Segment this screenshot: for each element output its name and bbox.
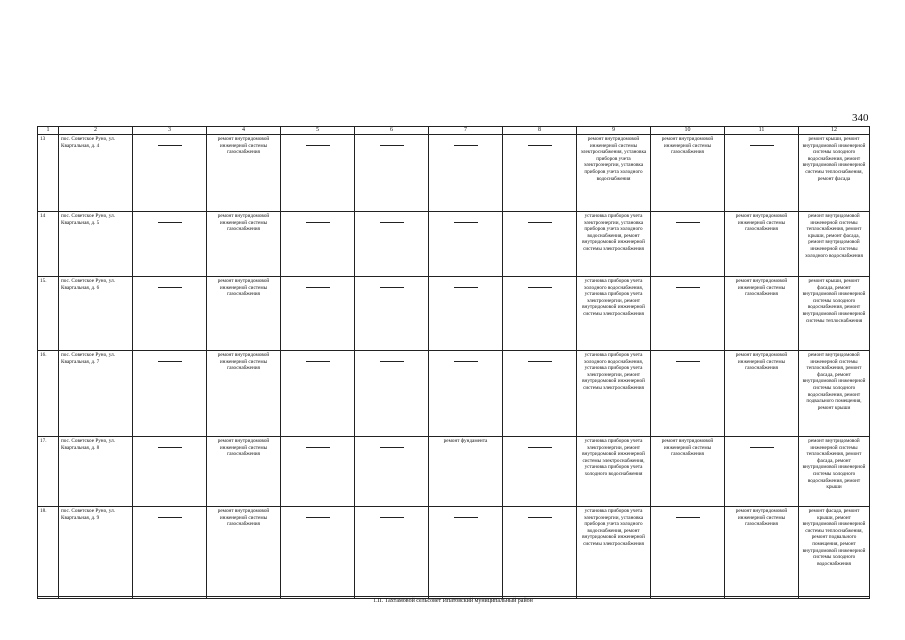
col4-cell: ремонт внутридомовой инженерной системы газоснабжения <box>207 437 281 507</box>
dash-mark <box>505 136 574 149</box>
dash-mark <box>357 136 426 149</box>
col6-empty <box>355 507 429 599</box>
col9-cell: установка приборов учета электроэнергии, установка приборов учета холодного водоснабжения, ремонт внутридомовой инженерной системы электроснабжения <box>577 212 651 277</box>
col3-empty <box>133 437 207 507</box>
column-header: 2 <box>59 127 133 135</box>
dash-mark <box>357 213 426 226</box>
dash-mark <box>505 278 574 291</box>
dash-mark <box>653 352 722 365</box>
col5-empty <box>281 507 355 599</box>
column-header: 3 <box>133 127 207 135</box>
column-header: 8 <box>503 127 577 135</box>
col5-empty <box>281 437 355 507</box>
col5-empty <box>281 135 355 212</box>
column-header: 4 <box>207 127 281 135</box>
dash-mark <box>431 278 500 291</box>
dash-mark <box>283 213 352 226</box>
dash-mark <box>431 213 500 226</box>
col4-cell: ремонт внутридомовой инженерной системы газоснабжения <box>207 351 281 437</box>
work-plan-table <box>37 126 870 599</box>
col11-cell: ремонт внутридомовой инженерной системы газоснабжения <box>725 507 799 599</box>
col8-empty <box>503 351 577 437</box>
col10-empty <box>651 351 725 437</box>
column-header: 12 <box>799 127 870 135</box>
col6-empty <box>355 437 429 507</box>
column-header: 6 <box>355 127 429 135</box>
dash-mark <box>135 136 204 149</box>
dash-mark <box>135 352 204 365</box>
dash-mark <box>727 438 796 451</box>
table-row <box>38 507 870 599</box>
table-body <box>38 135 870 599</box>
col12-cell: ремонт внутридомовой инженерной системы теплоснабжения, ремонт крыши, ремонт фасада, ремонт внутридомовой инженерной системы холодного водоснабжения <box>799 212 870 277</box>
column-header: 1 <box>38 127 59 135</box>
address-cell: пос. Советское Руно, ул. Квартальная, д. 9 <box>59 507 133 599</box>
dash-mark <box>357 438 426 451</box>
dash-mark <box>431 136 500 149</box>
col9-cell: установка приборов учета холодного водоснабжения, установка приборов учета электроэнергии, ремонт внутридомовой инженерной системы электроснабжения <box>577 277 651 351</box>
dash-mark <box>135 278 204 291</box>
col7-empty <box>429 212 503 277</box>
col7-empty <box>429 351 503 437</box>
dash-mark <box>283 438 352 451</box>
row-number: 14 <box>38 212 59 277</box>
col3-empty <box>133 351 207 437</box>
dash-mark <box>505 438 574 451</box>
dash-mark <box>357 278 426 291</box>
col4-cell: ремонт внутридомовой инженерной системы газоснабжения <box>207 507 281 599</box>
dash-mark <box>653 278 722 291</box>
col5-empty <box>281 351 355 437</box>
col11-cell: ремонт внутридомовой инженерной системы газоснабжения <box>725 351 799 437</box>
row-number: 16. <box>38 351 59 437</box>
col8-empty <box>503 135 577 212</box>
col3-empty <box>133 212 207 277</box>
dash-mark <box>357 352 426 365</box>
col8-empty <box>503 277 577 351</box>
col10-empty <box>651 212 725 277</box>
dash-mark <box>505 213 574 226</box>
col11-cell: ремонт внутридомовой инженерной системы газоснабжения <box>725 212 799 277</box>
col5-empty <box>281 277 355 351</box>
page-number: 340 <box>852 112 869 124</box>
table-row <box>38 351 870 437</box>
col8-empty <box>503 212 577 277</box>
col7-empty <box>429 135 503 212</box>
col12-cell: ремонт внутридомовой инженерной системы теплоснабжения, ремонт фасада, ремонт внутридомовой инженерной системы холодного водоснабжения, ремонт крыши <box>799 437 870 507</box>
dash-mark <box>431 352 500 365</box>
address-cell: пос. Советское Руно, ул. Квартальная, д. 7 <box>59 351 133 437</box>
col4-cell: ремонт внутридомовой инженерной системы газоснабжения <box>207 135 281 212</box>
col10-cell: ремонт внутридомовой инженерной системы газоснабжения <box>651 135 725 212</box>
col12-cell: ремонт внутридомовой инженерной системы теплоснабжения, ремонт фасада, ремонт внутридомовой инженерной системы холодного водоснабжения, ремонт подвального помещения, ремонт крыши <box>799 351 870 437</box>
dash-mark <box>653 508 722 521</box>
col12-cell: ремонт крыши, ремонт внутридомовой инженерной системы холодного водоснабжения, ремонт внутридомовой инженерной системы теплоснабжения, ремонт фасада <box>799 135 870 212</box>
col6-empty <box>355 277 429 351</box>
address-cell: пос. Советское Руно, ул. Квартальная, д. 5 <box>59 212 133 277</box>
col9-cell: ремонт внутридомовой инженерной системы электроснабжения, установка приборов учета электроэнергии, установка приборов учета холодного водоснабжения <box>577 135 651 212</box>
col11-cell: ремонт внутридомовой инженерной системы газоснабжения <box>725 277 799 351</box>
col6-empty <box>355 135 429 212</box>
table-row <box>38 135 870 212</box>
table-row <box>38 437 870 507</box>
col12-cell: ремонт фасада, ремонт крыши, ремонт внутридомовой инженерной системы теплоснабжения, ремонт подвального помещения, ремонт внутридомовой инженерной системы холодного водоснабжения <box>799 507 870 599</box>
dash-mark <box>283 508 352 521</box>
col10-empty <box>651 277 725 351</box>
column-header: 5 <box>281 127 355 135</box>
dash-mark <box>505 508 574 521</box>
dash-mark <box>135 508 204 521</box>
col4-cell: ремонт внутридомовой инженерной системы газоснабжения <box>207 277 281 351</box>
col3-empty <box>133 135 207 212</box>
column-header: 10 <box>651 127 725 135</box>
col8-empty <box>503 507 577 599</box>
col7-empty <box>429 277 503 351</box>
col12-cell: ремонт крыши, ремонт фасада, ремонт внутридомовой инженерной системы холодного водоснабжения, ремонт внутридомовой инженерной системы теплоснабжения <box>799 277 870 351</box>
dash-mark <box>505 352 574 365</box>
address-cell: пос. Советское Руно, ул. Квартальная, д. 4 <box>59 135 133 212</box>
col11-empty <box>725 437 799 507</box>
col3-empty <box>133 277 207 351</box>
col7-cell: ремонт фундамента <box>429 437 503 507</box>
dash-mark <box>135 213 204 226</box>
dash-mark <box>653 213 722 226</box>
col9-cell: установка приборов учета холодного водоснабжения, установка приборов учета электроэнергии, ремонт внутридомовой инженерной системы электроснабжения <box>577 351 651 437</box>
col3-empty <box>133 507 207 599</box>
row-number: 13 <box>38 135 59 212</box>
row-number: 18. <box>38 507 59 599</box>
col6-empty <box>355 212 429 277</box>
col5-empty <box>281 212 355 277</box>
column-header: 11 <box>725 127 799 135</box>
col7-empty <box>429 507 503 599</box>
address-cell: пос. Советское Руно, ул. Квартальная, д. 8 <box>59 437 133 507</box>
dash-mark <box>283 352 352 365</box>
column-header: 7 <box>429 127 503 135</box>
table-row <box>38 277 870 351</box>
dash-mark <box>135 438 204 451</box>
col9-cell: установка приборов учета электроэнергии, установка приборов учета холодного водоснабжения, ремонт внутридомовой инженерной системы электроснабжения <box>577 507 651 599</box>
table-row <box>38 212 870 277</box>
col11-empty <box>725 135 799 212</box>
col10-cell: ремонт внутридомовой инженерной системы газоснабжения <box>651 437 725 507</box>
row-number: 17. <box>38 437 59 507</box>
footer-caption: 1.II. Тахтамовой сельсовет Ипатовский муниципальный район <box>37 596 869 604</box>
col8-empty <box>503 437 577 507</box>
dash-mark <box>283 136 352 149</box>
column-number-row <box>38 127 870 135</box>
col10-empty <box>651 507 725 599</box>
row-number: 15. <box>38 277 59 351</box>
col9-cell: установка приборов учета электроэнергии, ремонт внутридомовой инженерной системы электроснабжения, установка приборов учета холодного водоснабжения <box>577 437 651 507</box>
dash-mark <box>283 278 352 291</box>
dash-mark <box>357 508 426 521</box>
col6-empty <box>355 351 429 437</box>
dash-mark <box>431 508 500 521</box>
column-header: 9 <box>577 127 651 135</box>
col4-cell: ремонт внутридомовой инженерной системы газоснабжения <box>207 212 281 277</box>
address-cell: пос. Советское Руно, ул. Квартальная, д. 6 <box>59 277 133 351</box>
dash-mark <box>727 136 796 149</box>
